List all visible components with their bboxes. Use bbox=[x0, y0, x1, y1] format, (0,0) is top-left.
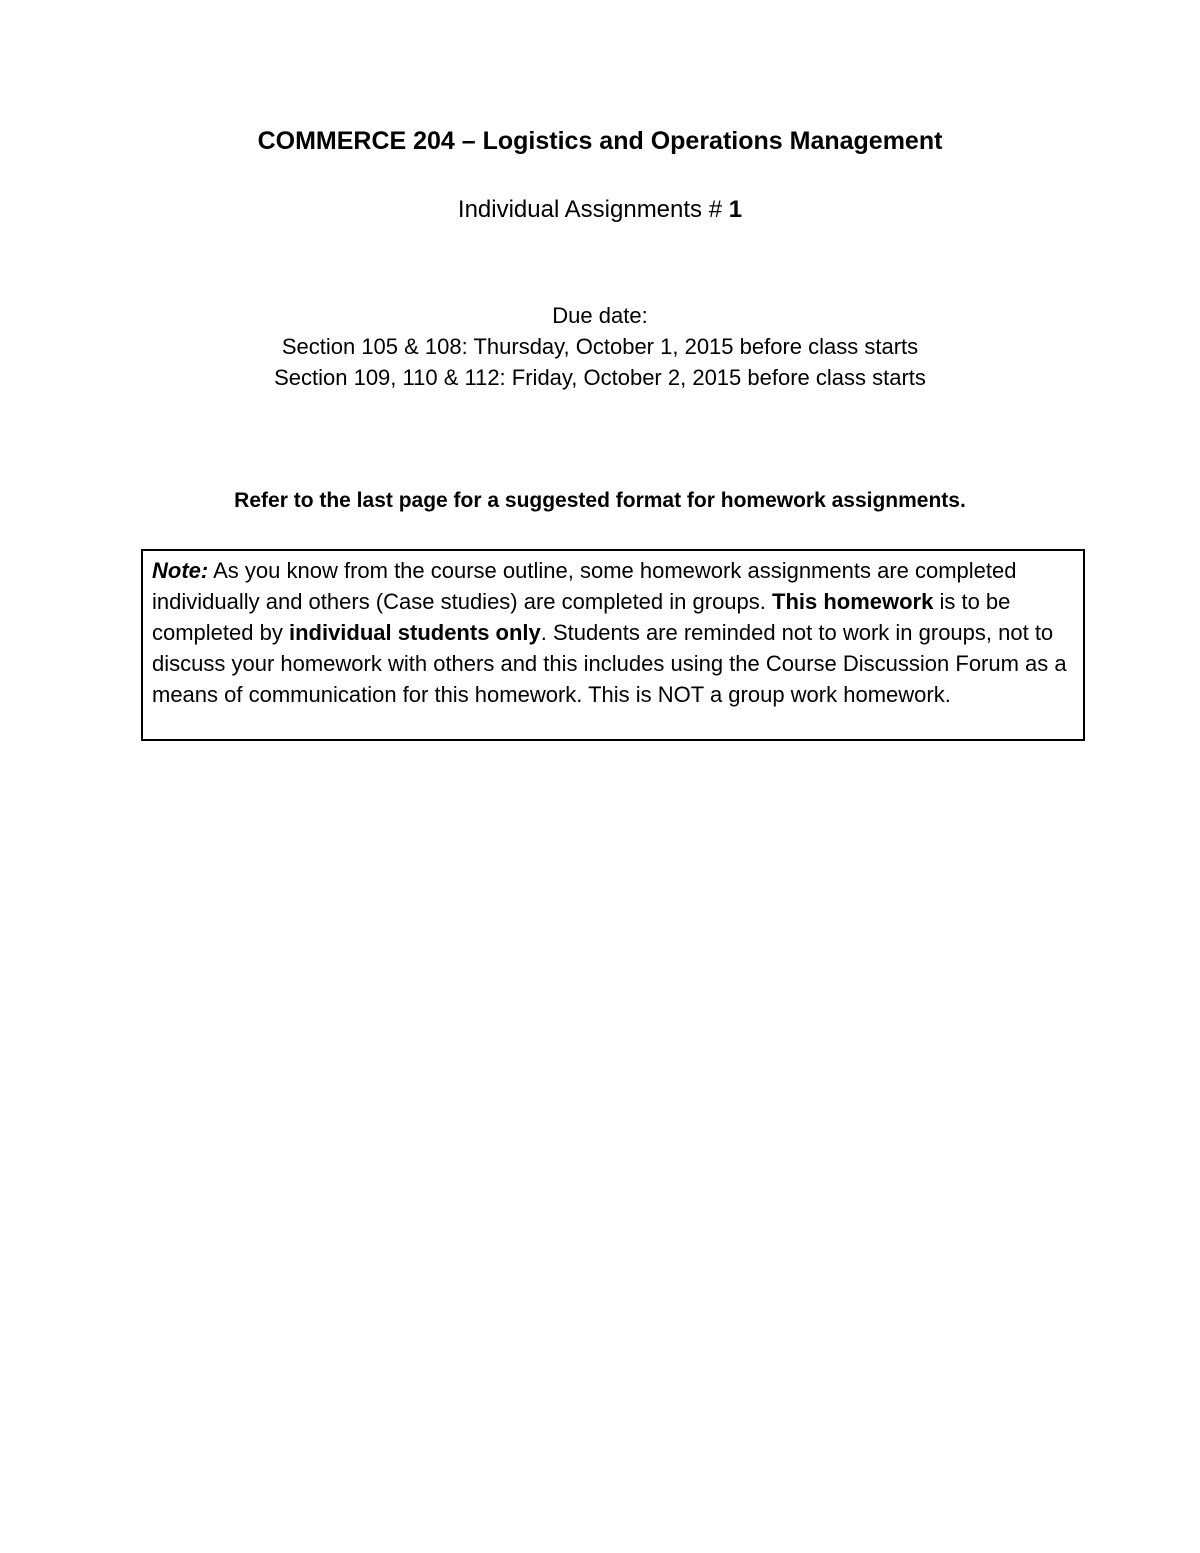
due-date-label: Due date: bbox=[552, 303, 648, 328]
due-date-section-105-108: Section 105 & 108: Thursday, October 1, 2015 before class starts bbox=[281, 334, 919, 359]
assignment-title bbox=[0, 194, 1200, 226]
refer-instruction: Refer to the last page for a suggested format for homework assignments. bbox=[234, 489, 966, 512]
due-date-block bbox=[0, 300, 1200, 393]
note-text-part3: . Students are reminded not to work in groups, not to discuss your homework with others and this includes using the Course Discussion Forum as a means of communication for this homework. This is NOT a group work homework. bbox=[152, 620, 1067, 707]
note-label: Note: bbox=[152, 558, 209, 583]
due-date-section-109-110-112: Section 109, 110 & 112: Friday, October 2, 2015 before class starts bbox=[274, 365, 926, 390]
note-text-part2: is to be completed by bbox=[152, 589, 1011, 645]
assignment-label: Individual Assignments # bbox=[457, 196, 729, 223]
note-emphasis-individual-students: individual students only bbox=[288, 620, 541, 645]
note-text-part1: As you know from the course outline, some homework assignments are completed individually and others (Case studies) are completed in groups. bbox=[152, 558, 1017, 614]
note-emphasis-this-homework: This homework bbox=[772, 589, 934, 614]
course-title: COMMERCE 204 – Logistics and Operations Management bbox=[257, 127, 943, 155]
note-box bbox=[141, 549, 1085, 741]
assignment-number: 1 bbox=[728, 196, 743, 223]
